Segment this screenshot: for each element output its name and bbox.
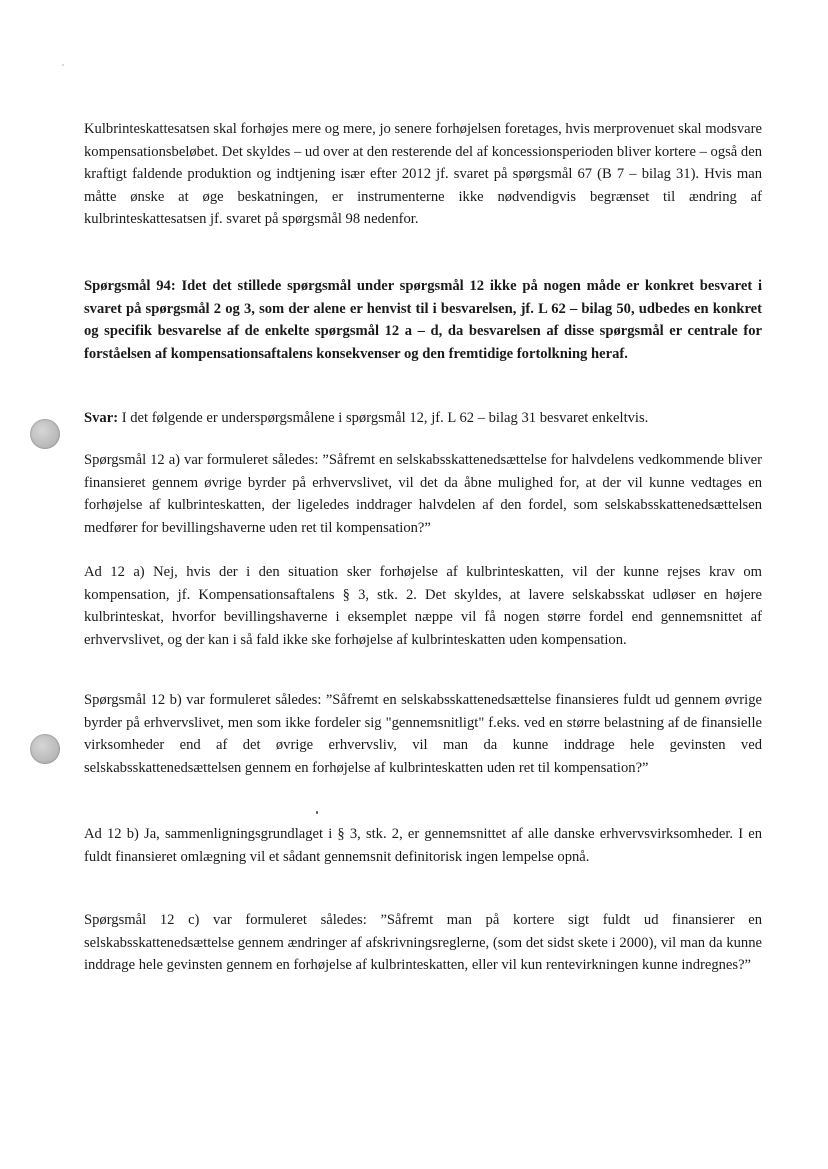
answer-12a-text: Ad 12 a) Nej, hvis der i den situation sker forhøjelse af kulbrinteskatten, vil der kunne rejses krav om kompensation, jf. Kompensationsaftalens § 3, stk. 2. Det skyldes, at lavere selskabsskat udløser en højere kulbrinteskat, hvorfor bevillingshaverne i eksemplet næppe vil få nogen større fordel end gennemsnittet af erhvervslivet, og der kan i så fald ikke ske forhøjelse af kulbrinteskatten uden kompensation. [84,564,762,648]
answer-intro-text: I det følgende er underspørgsmålene i spørgsmål 12, jf. L 62 – bilag 31 besvaret enkeltvis. [118,410,649,426]
question-12b-text: Spørgsmål 12 b) var formuleret således: ”Såfremt en selskabsskattenedsættelse finansieres fuldt ud gennem øvrige byrder på erhvervslivet, men som ikke fordeler sig "gennemsnitligt" f.eks. ved en større belastning af de finansielle virksomheder end af det øvrige erhvervsliv, vil man da kunne inddrage hele gevinsten ved selskabsskattenedsættelsen gennem en forhøjelse af kulbrinteskatten uden ret til kompensation?” [84,692,762,776]
answer-label: Svar: [84,410,119,426]
answer-intro [84,407,762,430]
scan-speck [316,811,318,814]
punch-hole-bottom [30,734,60,764]
question-94-heading: Spørgsmål 94: Idet det stillede spørgsmål under spørgsmål 12 ikke på nogen måde er konkret besvaret i svaret på spørgsmål 2 og 3, som der alene er henvist til i besvarelsen, jf. L 62 – bilag 50, udbedes en konkret og specifik besvarelse af de enkelte spørgsmål 12 a – d, da besvarelsen af disse spørgsmål er centrale for forståelsen af kompensationsaftalens konsekvenser og den fremtidige fortolkning heraf. [84,278,762,362]
punch-hole-top [30,419,60,449]
answer-12b-text: Ad 12 b) Ja, sammenligningsgrundlaget i § 3, stk. 2, er gennemsnittet af alle danske erhvervsvirksomheder. I en fuldt finansieret omlægning vil et sådant gennemsnit definitorisk ingen lempelse opnå. [84,826,762,865]
paragraph-tax-rate: Kulbrinteskattesatsen skal forhøjes mere og mere, jo senere forhøjelsen foretages, hvis merprovenuet skal modsvare kompensationsbeløbet. Det skyldes – ud over at den resterende del af koncessionsperioden bliver kortere – også den kraftigt faldende produktion og indtjening især efter 2012 jf. svaret på spørgsmål 67 (B 7 – bilag 31). Hvis man måtte ønske at øge beskatningen, er instrumenterne ikke nødvendigvis begrænset til ændring af kulbrinteskattesatsen jf. svaret på spørgsmål 98 nedenfor. [84,121,763,228]
question-12c-text: Spørgsmål 12 c) var formuleret således: ”Såfremt man på kortere sigt fuldt ud finansierer en selskabsskattenedsættelse gennem ændringer af afskrivningsreglerne, (som det sidst skete i 2000), vil man da kunne inddrage hele gevinsten gennem en forhøjelse af kulbrinteskatten, eller vil kun rentevirkningen kunne indregnes?” [84,912,762,974]
question-12a-text: Spørgsmål 12 a) var formuleret således: ”Såfremt en selskabsskattenedsættelse for halvdelens vedkommende bliver finansieret gennem øvrige byrder på erhvervslivet, vil det da åbne mulighed for, at der vil kunne vedtages en forhøjelse af kulbrinteskatten, der ligeledes inddrager halvdelen af den fordel, som selskabsskattenedsættelsen medfører for bevillingshaverne uden ret til kompensation?” [84,452,762,536]
scan-speck [62,64,64,66]
